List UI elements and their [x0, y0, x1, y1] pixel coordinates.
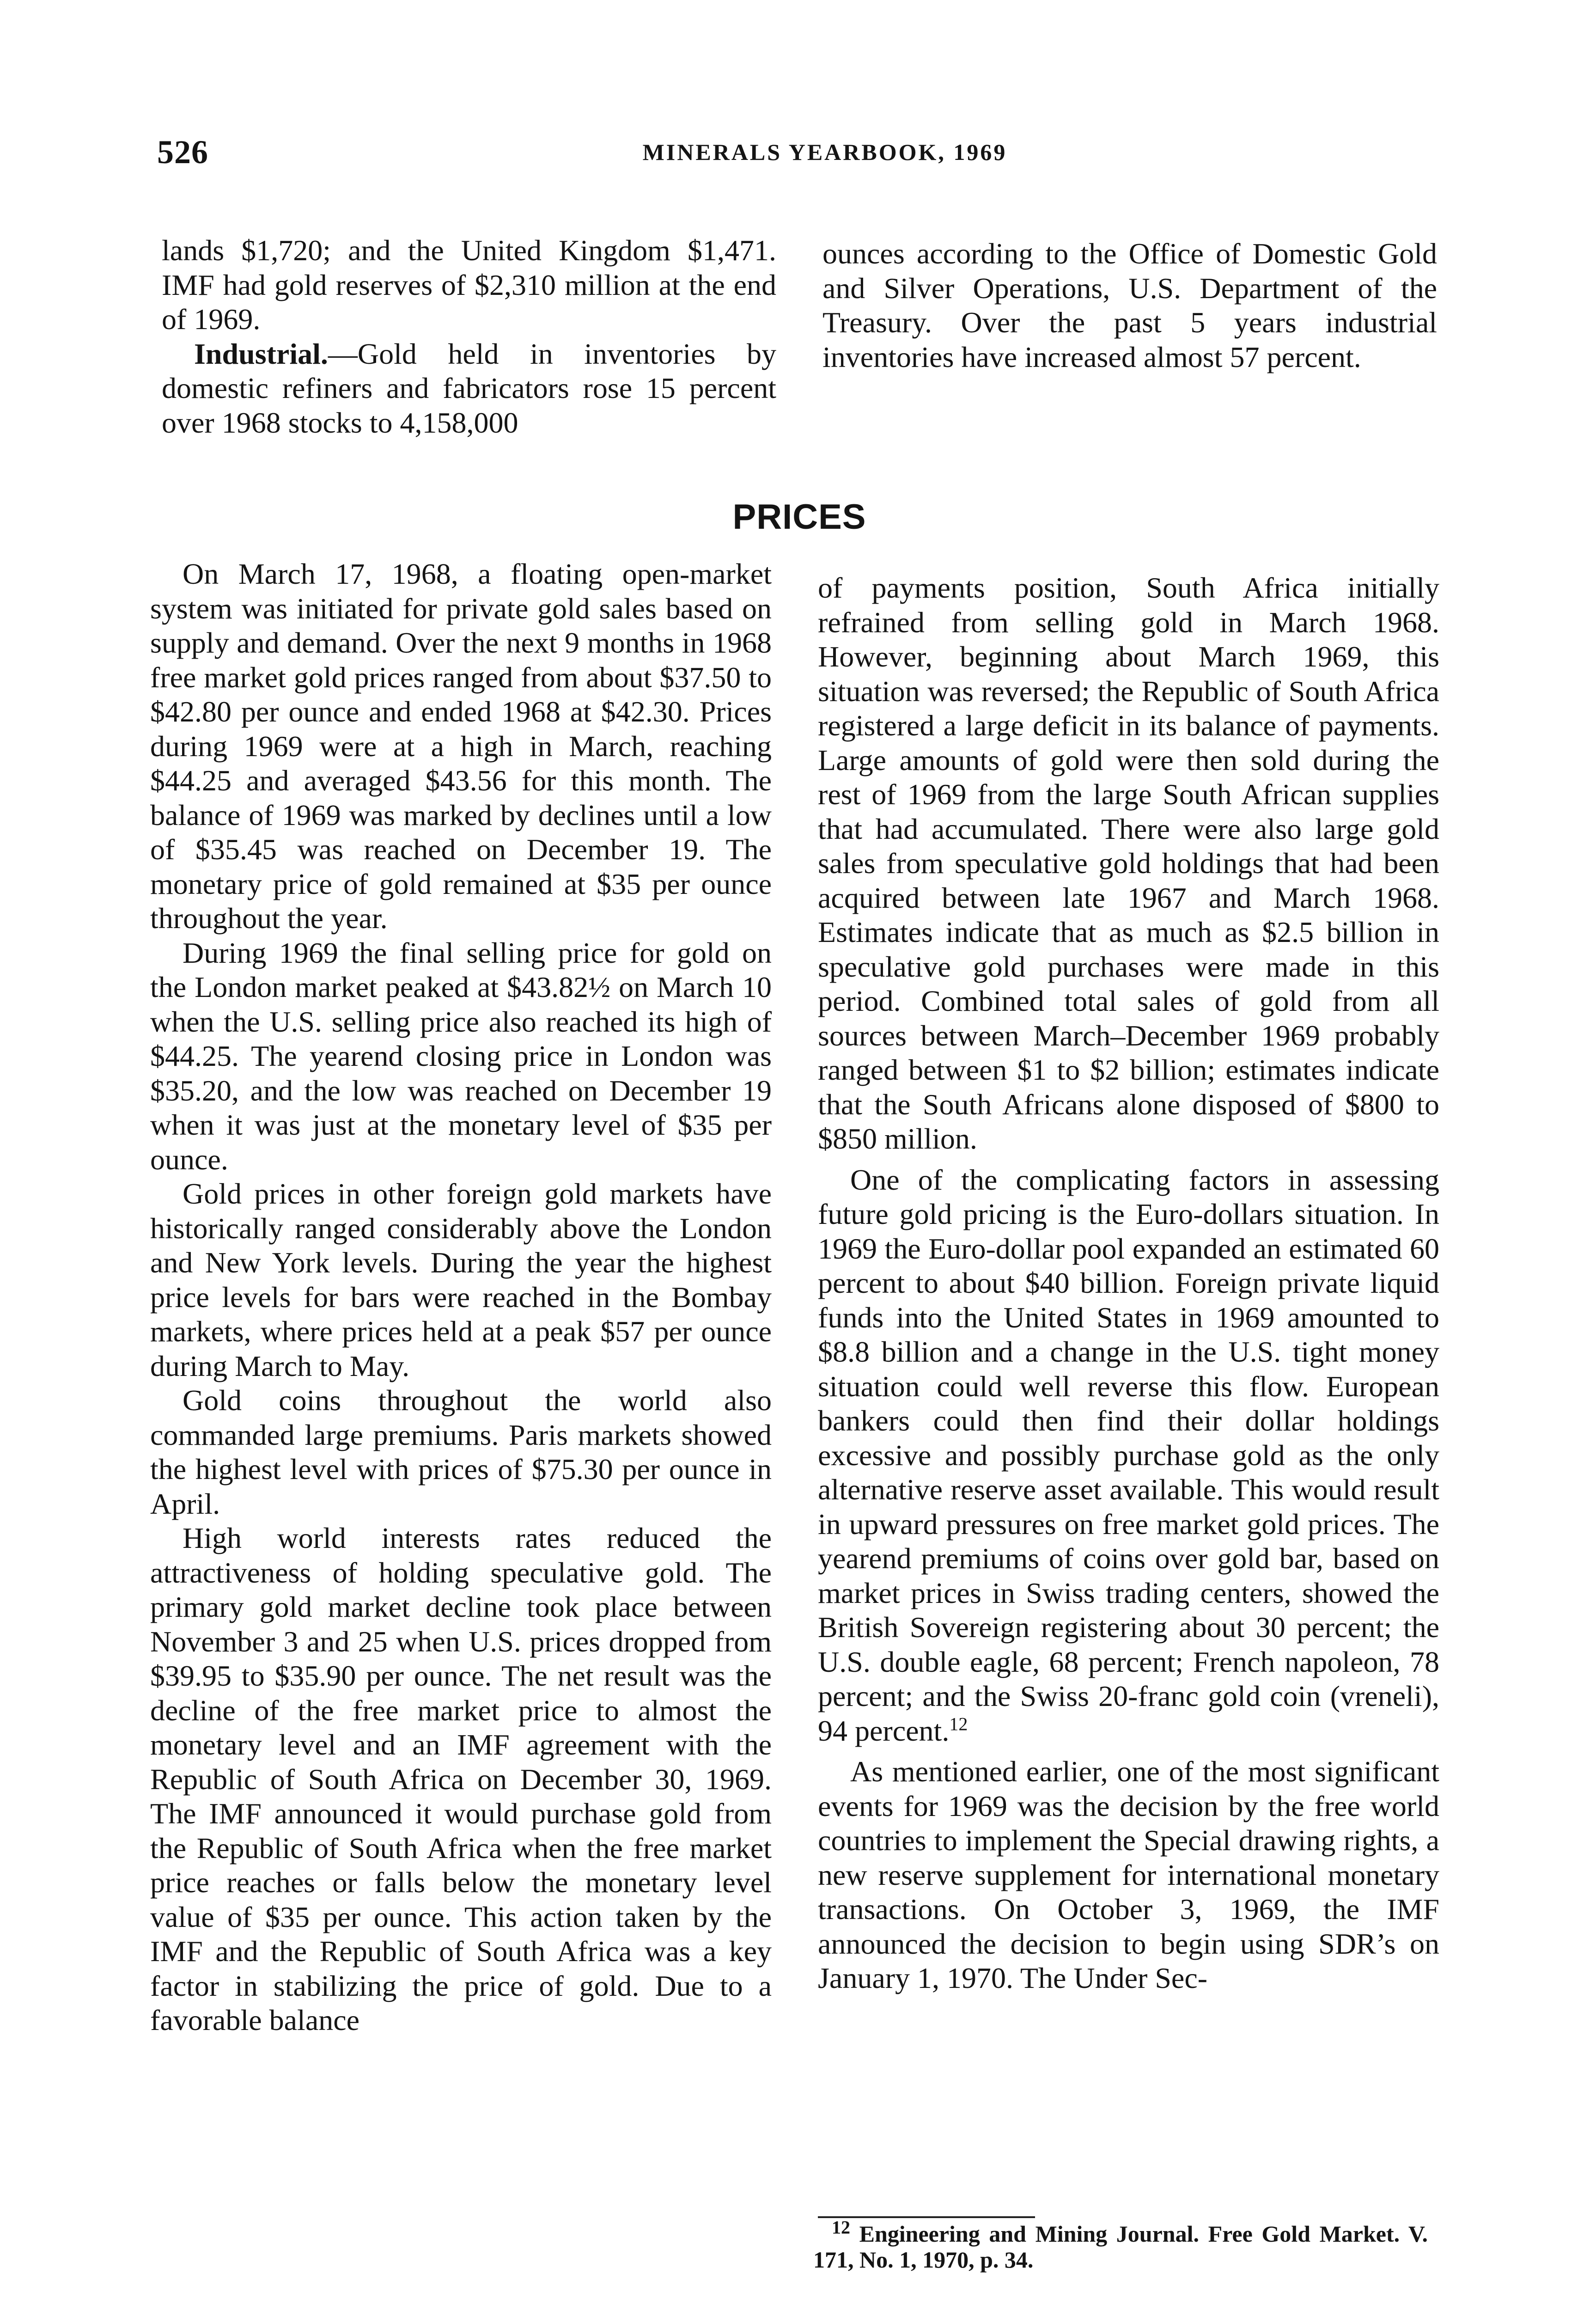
paragraph: Gold prices in other foreign gold markets have historically ranged considerably above the London and New York levels. During the year the highest price levels for bars were reached in the Bombay markets, where prices held at a peak $57 per ounce during March to May. — [150, 1177, 772, 1382]
footnote-marker: 12 — [832, 2217, 850, 2238]
paragraph — [818, 1163, 1439, 1749]
left-column — [150, 557, 772, 2038]
section-heading-prices: PRICES — [732, 497, 866, 537]
paragraph: On March 17, 1968, a floating open-market system was initiated for private gold sales based on supply and demand. Over the next 9 months in 1968 free market gold prices ranged from about $37.50 to $42.80 per ounce and ended 1968 at $42.30. Prices during 1969 were at a high in March, reaching $44.25 and averaged $43.56 for this month. The balance of 1969 was marked by declines until a low of $35.45 was reached on December 19. The monetary price of gold remained at $35 per ounce throughout the year. — [150, 557, 772, 935]
paragraph: lands $1,720; and the United Kingdom $1,471. IMF had gold reserves of $2,310 million at the end of 1969. — [162, 234, 776, 336]
top-left-column — [162, 233, 776, 440]
paragraph-text: —Gold held in inventories by domestic refiners and fabricators rose 15 percent over 1968 stocks to 4,158,000 — [162, 337, 776, 439]
right-column — [818, 571, 1439, 1996]
top-right-column — [822, 237, 1437, 374]
paragraph: During 1969 the final selling price for gold on the London market peaked at $43.82½ on March 10 when the U.S. selling price also reached its high of $44.25. The yearend closing price in London was $35.20, and the low was reached on December 19 when it was just at the monetary level of $35 per ounce. — [150, 936, 772, 1176]
run-in-heading: Industrial. — [194, 337, 328, 370]
paragraph: As mentioned earlier, one of the most significant events for 1969 was the decision by the free world countries to implement the Special drawing rights, a new reserve supplement for international monetary transactions. On October 3, 1969, the IMF announced the decision to begin using SDR’s on January 1, 1970. The Under Sec- — [818, 1755, 1439, 1994]
paragraph: Gold coins throughout the world also commanded large premiums. Paris markets showed the highest level with prices of $75.30 per ounce in April. — [150, 1384, 772, 1520]
footnote-divider — [818, 2216, 1035, 2218]
paragraph: High world interests rates reduced the attractiveness of holding speculative gold. The primary gold market decline took place between November 3 and 25 when U.S. prices dropped from $39.95 to $35.90 per ounce. The net result was the decline of the free market price to almost the monetary level and an IMF agreement with the Republic of South Africa on December 30, 1969. The IMF announced it would purchase gold from the Republic of South Africa when the free market price reaches or falls below the monetary level value of $35 per ounce. This action taken by the IMF and the Republic of South Africa was a key factor in stabilizing the price of gold. Due to a favorable balance — [150, 1522, 772, 2036]
industrial-paragraph — [162, 337, 776, 440]
footnote-reference: 12 — [949, 1713, 968, 1735]
footnote-text: Engineering and Mining Journal. Free Gold Market. V. 171, No. 1, 1970, p. 34. — [813, 2221, 1428, 2273]
paragraph: ounces according to the Office of Domestic Gold and Silver Operations, U.S. Department of the Treasury. Over the past 5 years industrial inventories have increased almost 57 percent. — [822, 237, 1437, 373]
paragraph-text: One of the complicating factors in assessing future gold pricing is the Euro-dollars situation. In 1969 the Euro-dollar pool expanded an estimated 60 percent to about $40 billion. Foreign private liquid funds into the United States in 1969 amounted to $8.8 billion and a change in the U.S. tight money situation could well reverse this flow. European bankers could then find their dollar holdings excessive and possibly purchase gold as the only alternative reserve asset available. This would result in upward pressures on free market gold prices. The yearend premiums of coins over gold bar, based on market prices in Swiss trading centers, showed the British Sovereign registering about 30 percent; the U.S. double eagle, 68 percent; French napoleon, 78 percent; and the Swiss 20-franc gold coin (vreneli), 94 percent. — [818, 1163, 1439, 1747]
paragraph: of payments position, South Africa initially refrained from selling gold in March 1968. However, beginning about March 1969, this situation was reversed; the Republic of South Africa registered a large deficit in its balance of payments. Large amounts of gold were then sold during the rest of 1969 from the large South African supplies that had accumulated. There were also large gold sales from speculative gold holdings that had been acquired between late 1967 and March 1968. Estimates indicate that as much as $2.5 billion in speculative gold purchases were made in this period. Combined total sales of gold from all sources between March–December 1969 probably ranged between $1 to $2 billion; estimates indicate that the South Africans alone disposed of $800 to $850 million. — [818, 571, 1439, 1155]
running-title: MINERALS YEARBOOK, 1969 — [642, 139, 1007, 165]
footnote — [813, 2217, 1428, 2273]
page-number: 526 — [157, 134, 208, 171]
